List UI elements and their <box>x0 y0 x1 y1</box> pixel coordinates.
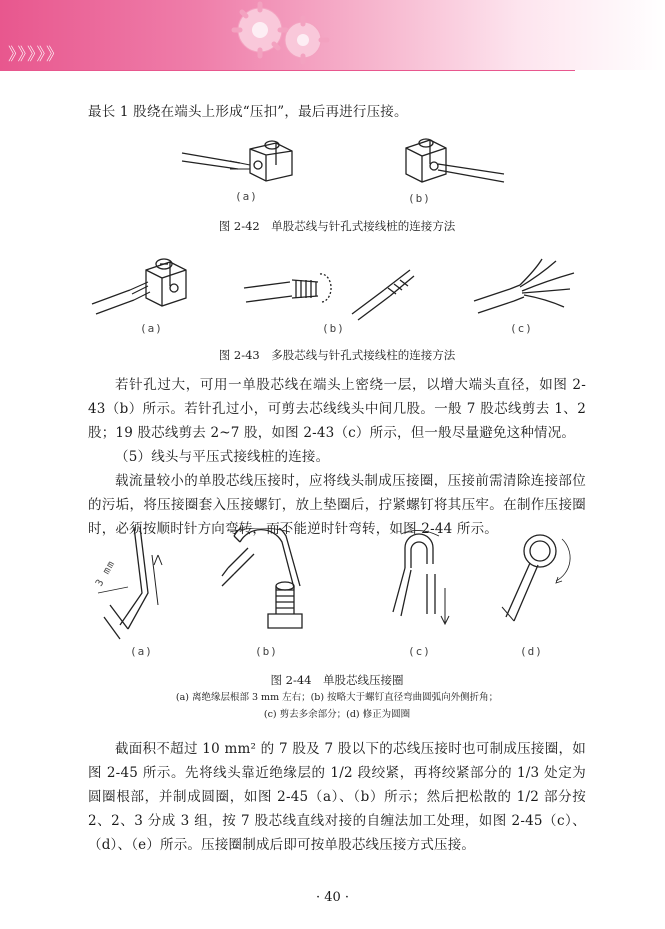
fig42-label-a: (a) <box>235 190 258 203</box>
figure-2-42b-illustration <box>400 130 510 190</box>
fig43-label-b: (b) <box>322 322 345 335</box>
header-chevrons: 》》》》》 <box>8 45 64 65</box>
figure-2-43c-illustration <box>470 255 580 325</box>
fig43-label-a: (a) <box>140 322 163 335</box>
fig44-label-d: (d) <box>520 645 543 658</box>
figure-2-42-caption: 图 2-42 单股芯线与针孔式接线桩的连接方法 <box>218 219 456 233</box>
paragraph-1: 最长 1 股绕在端头上形成“压扣”，最后再进行压接。 <box>88 104 408 120</box>
figure-2-43b-illustration <box>240 262 415 322</box>
fig44-label-c: (c) <box>408 645 431 658</box>
fig43-label-c: (c) <box>510 322 533 335</box>
figure-2-44b-illustration <box>220 528 320 643</box>
page-number: · 40 · <box>315 890 350 905</box>
fig44-dimension-label: 3 mm <box>94 558 118 589</box>
gear-icon <box>215 0 335 74</box>
fig42-label-b: (b) <box>408 192 431 205</box>
figure-2-44-caption: 图 2-44 单股芯线压接圈 <box>270 673 404 687</box>
figure-2-43a-illustration <box>90 250 190 320</box>
paragraph-4: 载流量较小的单股芯线压接时，应将线头制成压接圈，压接前需清除连接部位的污垢，将压接圈套入压接螺钉，放上垫圈后，拧紧螺钉将其压牢。在制作压接圈时，必须按顺时针方向弯转，而不能逆时针弯转，如图 2-44 所示。 <box>88 473 586 537</box>
figure-2-44c-illustration <box>375 528 465 643</box>
paragraph-3: （5）线头与平压式接线桩的连接。 <box>115 449 330 465</box>
fig44-label-b: (b) <box>255 645 278 658</box>
figure-2-44-note-2: (c) 剪去多余部分；(d) 修正为圆圈 <box>263 709 411 720</box>
paragraph-5: 截面积不超过 10 mm² 的 7 股及 7 股以下的芯线压接时也可制成压接圈，如图 2-45 所示。先将线头靠近绝缘层的 1/2 段绞紧，再将绞紧部分的 1/3 处定为圆圈根部，并制成圆圈，如图 2-45（a）、（b）所示；然后把松散的 1/2 部分按 2、2、3 分成 3 组，按 7 股芯线直线对接的自缠法加工处理，如图 2-45（c）、（d）、（e）所示。压接圈制成后即可按单股芯线压接方式压接。 <box>88 741 586 853</box>
figure-2-42a-illustration <box>180 135 300 185</box>
fig44-label-a: (a) <box>130 645 153 658</box>
paragraph-2: 若针孔过大，可用一单股芯线在端头上密绕一层，以增大端头直径，如图 2-43（b）所示。若针孔过小，可剪去芯线线头中间几股。一般 7 股芯线剪去 1、2 股；19 股芯线剪去 2~7 股，如图 2-43（c）所示，但一般尽量避免这种情况。 <box>88 377 586 441</box>
figure-2-44-note-1: (a) 离绝缘层根部 3 mm 左右；(b) 按略大于螺钉直径弯曲圆弧向外侧折角； <box>175 692 499 703</box>
figure-2-44d-illustration <box>490 525 585 640</box>
figure-2-43-caption: 图 2-43 多股芯线与针孔式接线柱的连接方法 <box>218 348 456 362</box>
